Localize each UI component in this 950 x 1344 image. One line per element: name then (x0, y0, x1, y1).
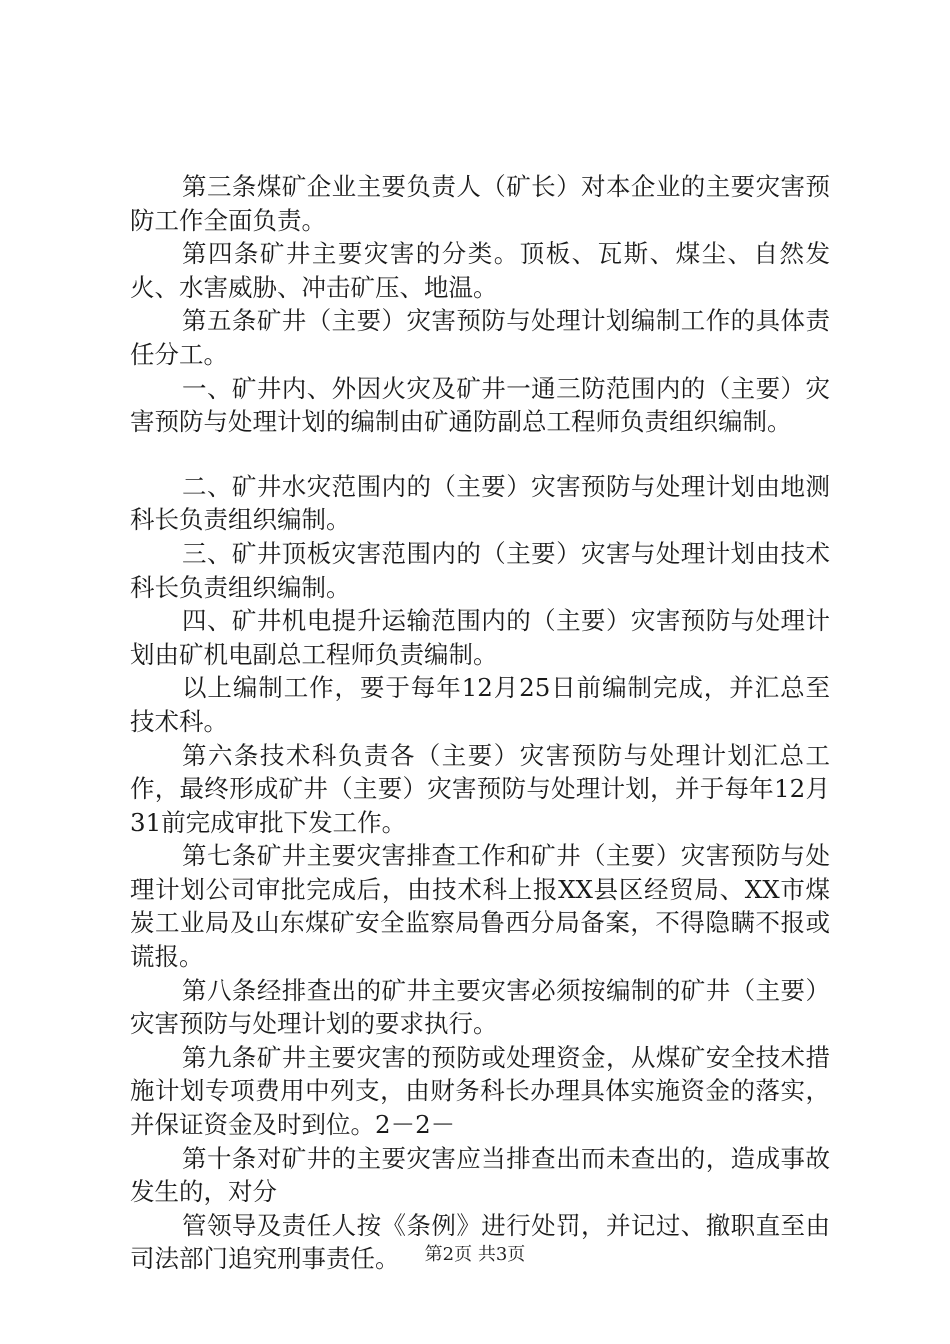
paragraph-item-2: 二、矿井水灾范围内的（主要）灾害预防与处理计划由地测科长负责组织编制。 (130, 471, 830, 535)
paragraph-article-4: 第四条矿井主要灾害的分类。顶板、瓦斯、煤尘、自然发火、水害威胁、冲击矿压、地温。 (130, 239, 830, 302)
page-footer: 第2页 共3页 (424, 1244, 526, 1265)
paragraph-article-10-cont: 管领导及责任人按《条例》进行处罚，并记过、撤职直至由司法部门追究刑事责任。 (130, 1210, 830, 1274)
paragraph-item-1: 一、矿井内、外因火灾及矿井一通三防范围内的（主要）灾害预防与处理计划的编制由矿通防副总工程师负责组织编制。 (130, 373, 830, 437)
paragraph-deadline: 以上编制工作，要于每年12月25日前编制完成，并汇总至技术科。 (130, 673, 830, 736)
paragraph-article-6: 第六条技术科负责各（主要）灾害预防与处理计划汇总工作，最终形成矿井（主要）灾害预防与处理计划，并于每年12月31前完成审批下发工作。 (130, 740, 830, 837)
paragraph-item-4: 四、矿井机电提升运输范围内的（主要）灾害预防与处理计划由矿机电副总工程师负责编制。 (130, 606, 830, 669)
paragraph-item-3: 三、矿井顶板灾害范围内的（主要）灾害与处理计划由技术科长负责组织编制。 (130, 538, 830, 602)
paragraph-article-3: 第三条煤矿企业主要负责人（矿长）对本企业的主要灾害预防工作全面负责。 (130, 172, 830, 235)
paragraph-article-7: 第七条矿井主要灾害排查工作和矿井（主要）灾害预防与处理计划公司审批完成后，由技术科上报XX县区经贸局、XX市煤炭工业局及山东煤矿安全监察局鲁西分局备案，不得隐瞒不报或谎报。 (130, 841, 830, 972)
paragraph-article-9: 第九条矿井主要灾害的预防或处理资金，从煤矿安全技术措施计划专项费用中列支，由财务科长办理具体实施资金的落实，并保证资金及时到位。2－2－ (130, 1042, 830, 1140)
paragraph-article-10: 第十条对矿井的主要灾害应当排查出而未查出的，造成事故发生的，对分 (130, 1143, 830, 1207)
paragraph-article-5: 第五条矿井（主要）灾害预防与处理计划编制工作的具体责任分工。 (130, 306, 830, 369)
document-body (130, 170, 830, 1276)
paragraph-article-8: 第八条经排查出的矿井主要灾害必须按编制的矿井（主要）灾害预防与处理计划的要求执行。 (130, 975, 830, 1039)
